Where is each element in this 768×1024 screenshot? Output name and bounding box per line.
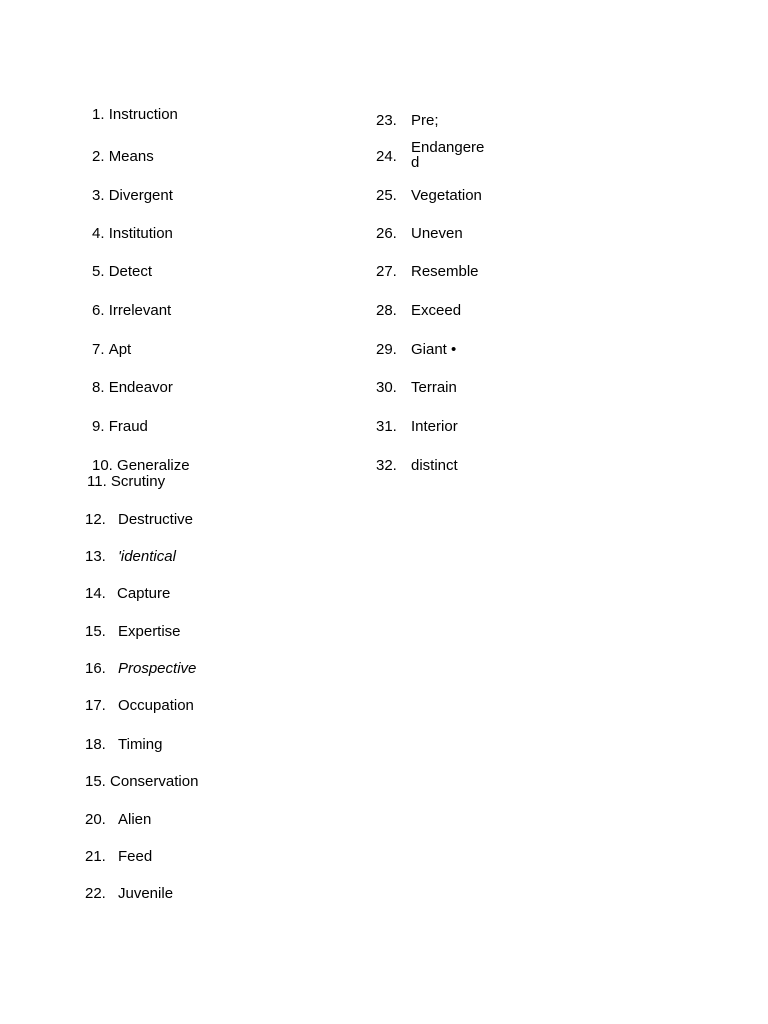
list-item	[85, 811, 151, 828]
item-term: Endeavor	[108, 379, 173, 396]
list-item	[376, 139, 489, 171]
item-term: Institution	[108, 225, 173, 242]
item-term: Giant •	[411, 341, 457, 358]
item-number: 15.	[85, 623, 106, 640]
item-number: 20.	[85, 811, 106, 828]
item-term: Apt	[108, 341, 132, 358]
item-term: Vegetation	[411, 187, 482, 204]
item-number: 31.	[376, 418, 397, 435]
item-number: 10.	[92, 457, 113, 474]
list-item	[85, 623, 181, 640]
item-number: 28.	[376, 302, 397, 319]
item-number: 16.	[85, 660, 106, 677]
item-term: Terrain	[411, 379, 457, 396]
item-number: 13.	[85, 548, 106, 565]
item-number: 11.	[87, 473, 107, 490]
list-item	[85, 773, 198, 790]
item-number: 8.	[92, 379, 105, 396]
list-item	[376, 112, 439, 129]
item-term: Scrutiny	[110, 473, 166, 490]
item-term: Instruction	[108, 106, 178, 123]
item-term: Detect	[108, 263, 153, 280]
item-number: 1.	[92, 106, 105, 123]
list-item	[376, 187, 482, 204]
item-term: Pre;	[411, 112, 439, 129]
list-item	[87, 473, 165, 490]
item-term: distinct	[411, 457, 458, 474]
item-term: Occupation	[118, 697, 194, 714]
item-term: Means	[108, 148, 154, 165]
item-term: Interior	[411, 418, 458, 435]
list-item	[92, 263, 152, 280]
item-term: Divergent	[108, 187, 173, 204]
item-number: 6.	[92, 302, 105, 319]
list-item	[92, 418, 148, 435]
list-item	[376, 263, 479, 280]
list-item	[92, 302, 171, 319]
item-number: 7.	[92, 341, 105, 358]
list-item	[376, 302, 461, 319]
list-item	[85, 511, 193, 528]
item-term: Alien	[118, 811, 152, 828]
list-item	[85, 697, 194, 714]
list-item	[85, 885, 173, 902]
item-number: 4.	[92, 225, 105, 242]
item-term: Prospective	[118, 660, 197, 677]
item-number: 29.	[376, 341, 397, 358]
item-term: Capture	[117, 585, 171, 602]
item-number: 2.	[92, 148, 105, 165]
item-number: 23.	[376, 112, 397, 129]
item-number: 30.	[376, 379, 397, 396]
item-term: Feed	[118, 848, 153, 865]
list-item	[376, 379, 457, 396]
list-item	[376, 225, 463, 242]
list-item	[85, 548, 176, 565]
item-term: Juvenile	[118, 885, 174, 902]
item-number: 18.	[85, 736, 106, 753]
item-term: Conservation	[110, 773, 199, 790]
item-number: 14.	[85, 585, 106, 602]
item-number: 27.	[376, 263, 397, 280]
list-item	[376, 341, 456, 358]
item-number: 24.	[376, 148, 397, 165]
list-item	[92, 106, 178, 123]
item-number: 17.	[85, 697, 106, 714]
item-number: 22.	[85, 885, 106, 902]
list-item	[92, 148, 154, 165]
item-number: 5.	[92, 263, 105, 280]
list-item	[85, 660, 196, 677]
list-item	[92, 457, 190, 474]
item-number: 9.	[92, 418, 105, 435]
list-item	[376, 418, 458, 435]
list-item	[85, 736, 162, 753]
list-item	[85, 848, 152, 865]
item-term: Exceed	[411, 302, 462, 319]
item-term: Expertise	[118, 623, 181, 640]
item-term: Fraud	[108, 418, 148, 435]
list-item	[92, 379, 173, 396]
list-item	[92, 341, 131, 358]
item-number: 15.	[85, 773, 106, 790]
item-term: Resemble	[411, 263, 479, 280]
item-term: Destructive	[118, 511, 194, 528]
list-item	[376, 457, 458, 474]
item-number: 25.	[376, 187, 397, 204]
item-number: 3.	[92, 187, 105, 204]
item-number: 12.	[85, 511, 106, 528]
list-item	[92, 225, 173, 242]
item-term: 'identical	[118, 548, 176, 565]
list-item	[92, 187, 173, 204]
item-term: Irrelevant	[108, 302, 172, 319]
item-term: Timing	[118, 736, 163, 753]
item-number: 26.	[376, 225, 397, 242]
item-term: Endangered	[411, 139, 485, 171]
item-term: Uneven	[411, 225, 463, 242]
item-number: 21.	[85, 848, 106, 865]
item-number: 32.	[376, 457, 397, 474]
item-term: Generalize	[117, 457, 190, 474]
list-item	[85, 585, 170, 602]
